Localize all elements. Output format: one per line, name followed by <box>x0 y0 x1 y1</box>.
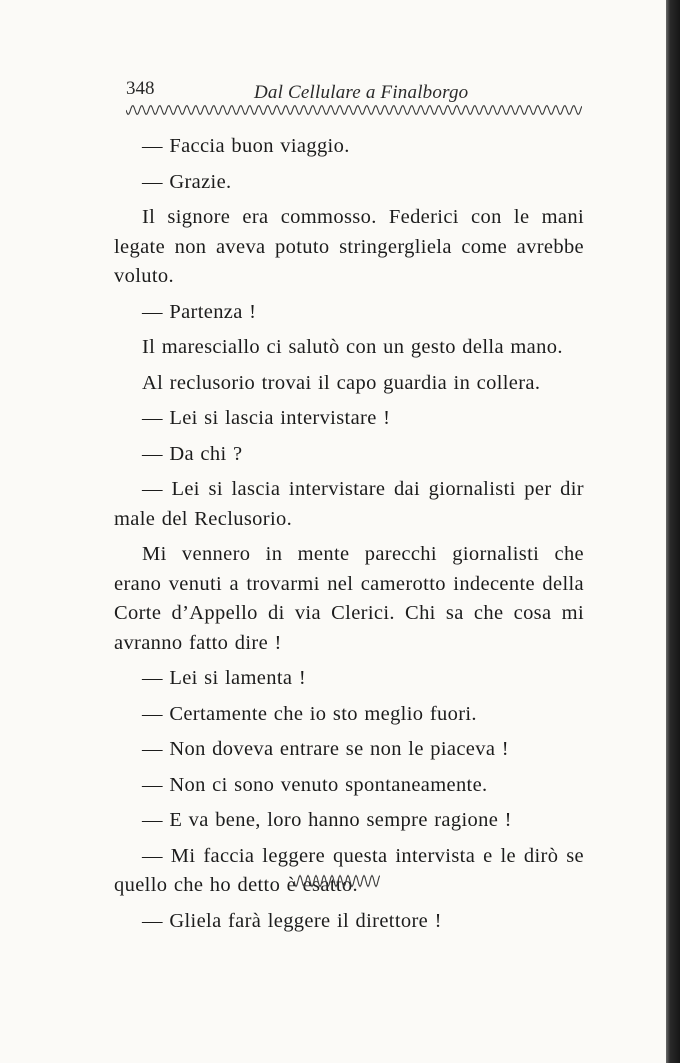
paragraph-15: — E va bene, loro hanno sempre ragione ! <box>142 809 512 831</box>
paragraph-8: — Da chi ? <box>142 442 243 465</box>
paragraph-4: — Partenza ! <box>142 300 257 323</box>
paragraph-11: — Lei si lamenta ! <box>142 667 306 689</box>
paragraph-3: Il signore era commosso. Federici con le mani legate non aveva potuto stringergliela come avrebbe voluto. <box>114 206 584 287</box>
page-number: 348 <box>126 78 155 99</box>
end-ornament <box>294 874 380 888</box>
paragraph-7: — Lei si lascia intervistare ! <box>142 407 391 429</box>
running-title: Dal Cellulare a Finalborgo <box>254 82 469 103</box>
paragraph-14: — Non ci sono venuto spontaneamente. <box>142 773 488 796</box>
paragraph-6: Al reclusorio trovai il capo guardia in collera. <box>142 371 541 394</box>
paragraph-17: — Gliela farà leggere il direttore ! <box>142 909 442 932</box>
paragraph-16: — Mi faccia leggere questa intervista e le dirò se quello che ho detto è esatto. <box>114 844 584 896</box>
paragraph-2: — Grazie. <box>142 170 232 193</box>
paragraph-13: — Non doveva entrare se non le piaceva ! <box>142 738 509 760</box>
paragraph-1: — Faccia buon viaggio. <box>142 135 350 157</box>
header-wavy-rule <box>126 104 582 116</box>
paragraph-12: — Certamente che io sto meglio fuori. <box>142 702 477 725</box>
body-text <box>114 132 584 942</box>
page-header <box>126 74 586 108</box>
paragraph-10: Mi vennero in mente parecchi giornalisti che erano venuti a trovarmi nel camerotto indecente della Corte d’Appello di via Clerici. Chi sa che cosa mi avranno fatto dire ! <box>114 543 584 654</box>
paragraph-9: — Lei si lascia intervistare dai giornalisti per dir male del Reclusorio. <box>114 478 584 530</box>
paragraph-5: Il maresciallo ci salutò con un gesto della mano. <box>142 336 563 358</box>
page-binding-edge <box>666 0 680 1063</box>
